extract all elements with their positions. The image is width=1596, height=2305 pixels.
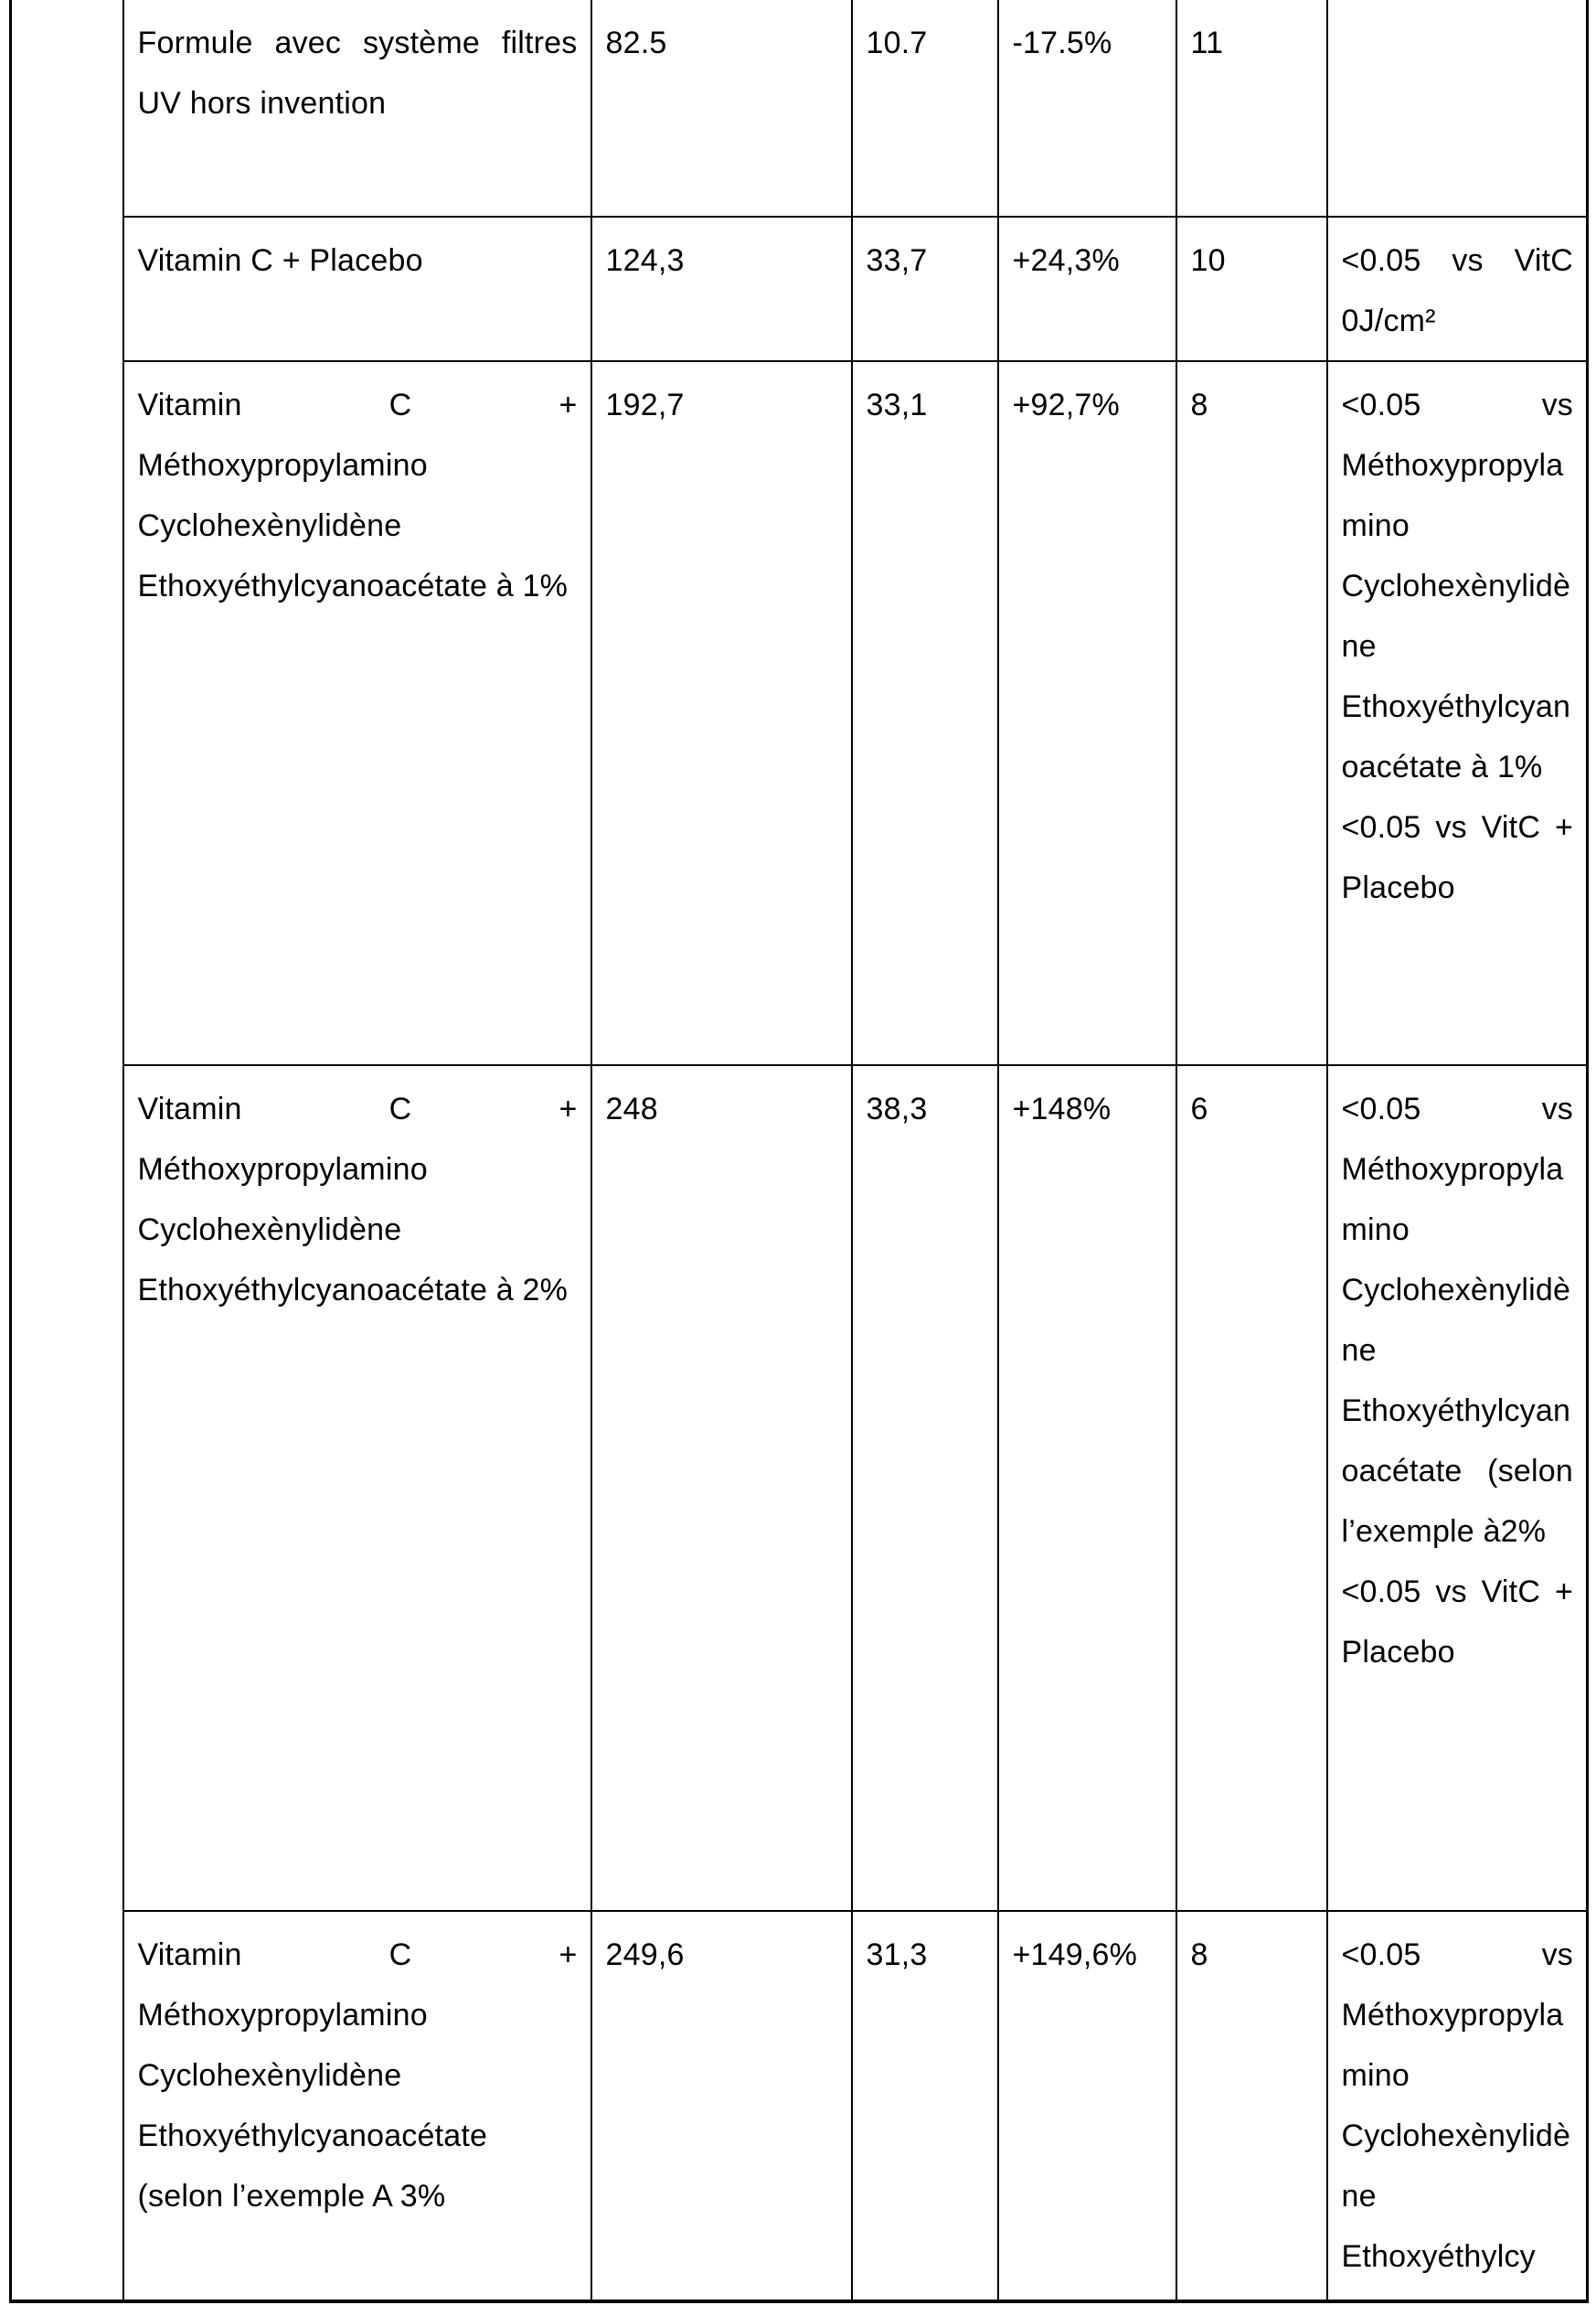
stats-cell: <0.05 vs Méthoxypropylamino Cyclohexènylidène Ethoxyéthylcy [1327, 1911, 1588, 2301]
stats-cell: <0.05 vs VitC 0J/cm² [1327, 217, 1588, 361]
change-cell: +92,7% [998, 361, 1176, 1065]
table-row [11, 361, 1588, 1065]
sd-cell: 38,3 [852, 1065, 998, 1911]
treatment-cell: Vitamin C + Méthoxypropylamino Cyclohexènylidène Ethoxyéthylcyanoacétate (selon l’exemple A 3% [123, 1911, 591, 2301]
stats-cell: <0.05 vs Méthoxypropylamino Cyclohexènylidène Ethoxyéthylcyanoacétate (selon l’exemple à2% <0.05 vs VitC + Placebo [1327, 1065, 1588, 1911]
sd-cell: 33,7 [852, 217, 998, 361]
count-cell: 8 [1176, 1911, 1327, 2301]
treatment-cell: Vitamin C + Méthoxypropylamino Cyclohexènylidène Ethoxyéthylcyanoacétate à 2% [123, 1065, 591, 1911]
table-row [11, 1911, 1588, 2301]
rowspan-label-cell [11, 0, 123, 2301]
value-cell: 124,3 [591, 217, 852, 361]
sd-cell: 31,3 [852, 1911, 998, 2301]
treatment-cell: Formule avec système filtres UV hors invention [123, 0, 591, 217]
count-cell: 6 [1176, 1065, 1327, 1911]
results-table [9, 0, 1589, 2303]
sd-cell: 10.7 [852, 0, 998, 217]
table-row [11, 0, 1588, 217]
count-cell: 10 [1176, 217, 1327, 361]
stats-cell: <0.05 vs Méthoxypropylamino Cyclohexènylidène Ethoxyéthylcyanoacétate à 1% <0.05 vs VitC + Placebo [1327, 361, 1588, 1065]
change-cell: -17.5% [998, 0, 1176, 217]
treatment-cell: Vitamin C + Méthoxypropylamino Cyclohexènylidène Ethoxyéthylcyanoacétate à 1% [123, 361, 591, 1065]
stats-cell [1327, 0, 1588, 217]
table-row [11, 1065, 1588, 1911]
change-cell: +149,6% [998, 1911, 1176, 2301]
value-cell: 192,7 [591, 361, 852, 1065]
count-cell: 8 [1176, 361, 1327, 1065]
table-row [11, 217, 1588, 361]
value-cell: 82.5 [591, 0, 852, 217]
value-cell: 248 [591, 1065, 852, 1911]
treatment-cell: Vitamin C + Placebo [123, 217, 591, 361]
count-cell: 11 [1176, 0, 1327, 217]
change-cell: +148% [998, 1065, 1176, 1911]
change-cell: +24,3% [998, 217, 1176, 361]
sd-cell: 33,1 [852, 361, 998, 1065]
value-cell: 249,6 [591, 1911, 852, 2301]
